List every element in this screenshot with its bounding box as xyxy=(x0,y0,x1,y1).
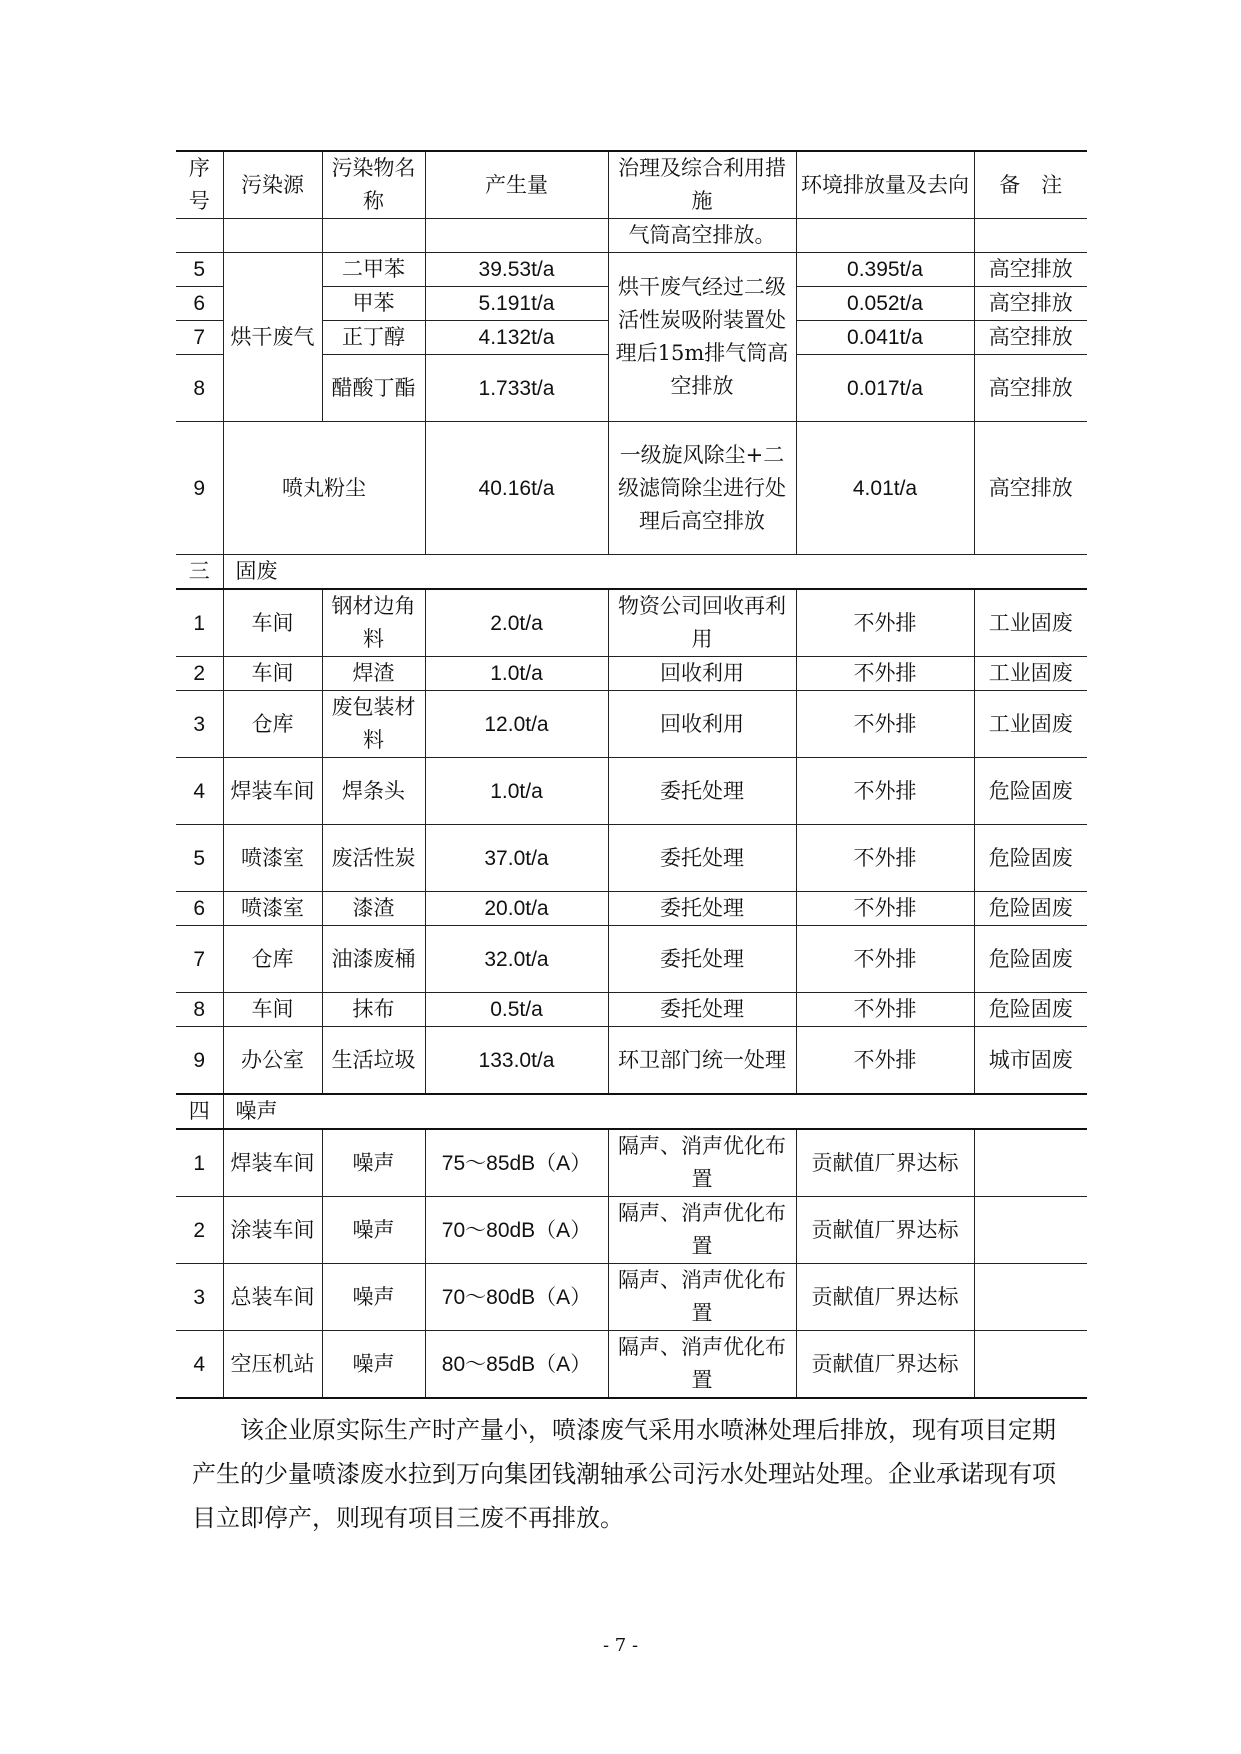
header-note: 备 注 xyxy=(974,151,1087,219)
pollution-source: 喷漆室 xyxy=(223,825,322,892)
emission: 4.01t/a xyxy=(796,422,974,555)
note: 危险固废 xyxy=(974,825,1087,892)
pollutant-name: 生活垃圾 xyxy=(322,1027,425,1095)
emission: 贡献值厂界达标 xyxy=(796,1129,974,1197)
note: 高空排放 xyxy=(974,287,1087,321)
pollutant-name: 废活性炭 xyxy=(322,825,425,892)
amount: 12.0t/a xyxy=(425,691,608,758)
table-row xyxy=(176,1129,1087,1197)
amount: 37.0t/a xyxy=(425,825,608,892)
solid-waste-rows xyxy=(176,589,1087,1094)
row-no: 7 xyxy=(176,926,223,993)
pollution-source: 车间 xyxy=(223,589,322,657)
note: 危险固废 xyxy=(974,892,1087,926)
measure: 委托处理 xyxy=(608,993,796,1027)
section-row-solid xyxy=(176,555,1087,590)
table-row xyxy=(176,892,1087,926)
pollutant-name: 焊条头 xyxy=(322,758,425,825)
header-emission: 环境排放量及去向 xyxy=(796,151,974,219)
emission: 不外排 xyxy=(796,892,974,926)
amount: 1.0t/a xyxy=(425,657,608,691)
amount: 1.0t/a xyxy=(425,758,608,825)
emission: 不外排 xyxy=(796,926,974,993)
emission: 不外排 xyxy=(796,1027,974,1095)
row-no: 4 xyxy=(176,758,223,825)
pollutant-name: 油漆废桶 xyxy=(322,926,425,993)
row-no: 2 xyxy=(176,1197,223,1264)
emission: 不外排 xyxy=(796,589,974,657)
measure: 回收利用 xyxy=(608,657,796,691)
measure: 隔声、消声优化布置 xyxy=(608,1197,796,1264)
measure: 隔声、消声优化布置 xyxy=(608,1331,796,1399)
pollutant-name: 焊渣 xyxy=(322,657,425,691)
page-number: - 7 - xyxy=(602,1635,639,1656)
amount: 20.0t/a xyxy=(425,892,608,926)
measure: 环卫部门统一处理 xyxy=(608,1027,796,1095)
measure: 隔声、消声优化布置 xyxy=(608,1264,796,1331)
amount: 40.16t/a xyxy=(425,422,608,555)
amount: 80～85dB（A） xyxy=(425,1331,608,1399)
pollutant-name: 二甲苯 xyxy=(322,253,425,287)
table-row xyxy=(176,1027,1087,1095)
note xyxy=(974,1331,1087,1399)
row-no: 3 xyxy=(176,1264,223,1331)
emission: 不外排 xyxy=(796,825,974,892)
emission: 0.395t/a xyxy=(796,253,974,287)
emission: 不外排 xyxy=(796,993,974,1027)
emission: 0.041t/a xyxy=(796,321,974,355)
note: 高空排放 xyxy=(974,253,1087,287)
note: 高空排放 xyxy=(974,422,1087,555)
table-row xyxy=(176,993,1087,1027)
table-header-row xyxy=(176,151,1087,219)
note: 高空排放 xyxy=(974,321,1087,355)
section-no: 三 xyxy=(176,555,223,590)
shot-measure: 一级旋风除尘+二级滤筒除尘进行处理后高空排放 xyxy=(608,422,796,555)
pollutant-table-container xyxy=(176,150,1087,1399)
note: 工业固废 xyxy=(974,691,1087,758)
table-row xyxy=(176,219,1087,253)
note: 危险固废 xyxy=(974,993,1087,1027)
drying-measure: 烘干废气经过二级活性炭吸附装置处理后15m排气筒高空排放 xyxy=(608,253,796,422)
row-no: 1 xyxy=(176,1129,223,1197)
row-no: 9 xyxy=(176,422,223,555)
pollutant-name: 噪声 xyxy=(322,1129,425,1197)
table-row xyxy=(176,1197,1087,1264)
amount: 32.0t/a xyxy=(425,926,608,993)
emission: 不外排 xyxy=(796,691,974,758)
pollutant-name: 废包装材料 xyxy=(322,691,425,758)
header-pollutant: 污染物名称 xyxy=(322,151,425,219)
row-no: 8 xyxy=(176,355,223,422)
measure: 委托处理 xyxy=(608,926,796,993)
pollutant-name: 正丁醇 xyxy=(322,321,425,355)
body-paragraph: 该企业原实际生产时产量小，喷漆废气采用水喷淋处理后排放，现有项目定期产生的少量喷漆废水拉到万向集团钱潮轴承公司污水处理站处理。企业承诺现有项目立即停产，则现有项目三废不再排放。 xyxy=(192,1416,1056,1532)
table-row xyxy=(176,1264,1087,1331)
amount: 4.132t/a xyxy=(425,321,608,355)
note: 危险固废 xyxy=(974,758,1087,825)
table-row xyxy=(176,253,1087,287)
amount: 2.0t/a xyxy=(425,589,608,657)
amount: 5.191t/a xyxy=(425,287,608,321)
amount: 70～80dB（A） xyxy=(425,1197,608,1264)
pollutant-name: 漆渣 xyxy=(322,892,425,926)
header-measure: 治理及综合利用措施 xyxy=(608,151,796,219)
pollutant-name: 噪声 xyxy=(322,1331,425,1399)
measure: 物资公司回收再利用 xyxy=(608,589,796,657)
section-title: 噪声 xyxy=(223,1094,1087,1129)
amount: 133.0t/a xyxy=(425,1027,608,1095)
pollution-source: 仓库 xyxy=(223,691,322,758)
table-row xyxy=(176,589,1087,657)
continuation-measure: 气筒高空排放。 xyxy=(608,219,796,253)
table-row xyxy=(176,422,1087,555)
row-no: 9 xyxy=(176,1027,223,1095)
note xyxy=(974,1129,1087,1197)
measure: 委托处理 xyxy=(608,825,796,892)
row-no: 1 xyxy=(176,589,223,657)
emission: 贡献值厂界达标 xyxy=(796,1197,974,1264)
amount: 75～85dB（A） xyxy=(425,1129,608,1197)
pollutant-name: 醋酸丁酯 xyxy=(322,355,425,422)
row-no: 4 xyxy=(176,1331,223,1399)
emission: 不外排 xyxy=(796,657,974,691)
pollution-source: 焊装车间 xyxy=(223,758,322,825)
note: 危险固废 xyxy=(974,926,1087,993)
table-row xyxy=(176,657,1087,691)
pollutant-name: 甲苯 xyxy=(322,287,425,321)
pollution-source: 喷漆室 xyxy=(223,892,322,926)
table-row xyxy=(176,926,1087,993)
row-no: 2 xyxy=(176,657,223,691)
header-amount: 产生量 xyxy=(425,151,608,219)
pollution-source: 车间 xyxy=(223,657,322,691)
amount: 39.53t/a xyxy=(425,253,608,287)
noise-rows xyxy=(176,1129,1087,1398)
note: 城市固废 xyxy=(974,1027,1087,1095)
pollution-source: 总装车间 xyxy=(223,1264,322,1331)
header-source: 污染源 xyxy=(223,151,322,219)
pollution-source: 涂装车间 xyxy=(223,1197,322,1264)
pollution-source: 车间 xyxy=(223,993,322,1027)
section-no: 四 xyxy=(176,1094,223,1129)
measure: 委托处理 xyxy=(608,758,796,825)
note: 工业固废 xyxy=(974,657,1087,691)
table-row xyxy=(176,825,1087,892)
row-no: 8 xyxy=(176,993,223,1027)
header-no: 序号 xyxy=(176,151,223,219)
emission: 不外排 xyxy=(796,758,974,825)
emission: 贡献值厂界达标 xyxy=(796,1331,974,1399)
section-title: 固废 xyxy=(223,555,1087,590)
amount: 1.733t/a xyxy=(425,355,608,422)
measure: 委托处理 xyxy=(608,892,796,926)
amount: 70～80dB（A） xyxy=(425,1264,608,1331)
table-row xyxy=(176,758,1087,825)
note xyxy=(974,1197,1087,1264)
amount: 0.5t/a xyxy=(425,993,608,1027)
row-no: 6 xyxy=(176,287,223,321)
emission: 贡献值厂界达标 xyxy=(796,1264,974,1331)
drying-source: 烘干废气 xyxy=(223,253,322,422)
shot-source: 喷丸粉尘 xyxy=(223,422,425,555)
pollution-source: 办公室 xyxy=(223,1027,322,1095)
note xyxy=(974,1264,1087,1331)
table-row xyxy=(176,691,1087,758)
row-no: 7 xyxy=(176,321,223,355)
measure: 隔声、消声优化布置 xyxy=(608,1129,796,1197)
section-row-noise xyxy=(176,1094,1087,1129)
row-no: 6 xyxy=(176,892,223,926)
emission: 0.017t/a xyxy=(796,355,974,422)
pollutant-name: 钢材边角料 xyxy=(322,589,425,657)
pollutant-name: 抹布 xyxy=(322,993,425,1027)
note: 高空排放 xyxy=(974,355,1087,422)
emission: 0.052t/a xyxy=(796,287,974,321)
row-no: 5 xyxy=(176,825,223,892)
pollution-source: 焊装车间 xyxy=(223,1129,322,1197)
note: 工业固废 xyxy=(974,589,1087,657)
pollution-source: 空压机站 xyxy=(223,1331,322,1399)
pollutant-name: 噪声 xyxy=(322,1197,425,1264)
pollutant-name: 噪声 xyxy=(322,1264,425,1331)
row-no: 5 xyxy=(176,253,223,287)
pollution-source: 仓库 xyxy=(223,926,322,993)
row-no: 3 xyxy=(176,691,223,758)
pollutant-table xyxy=(176,150,1087,1399)
measure: 回收利用 xyxy=(608,691,796,758)
table-row xyxy=(176,1331,1087,1399)
